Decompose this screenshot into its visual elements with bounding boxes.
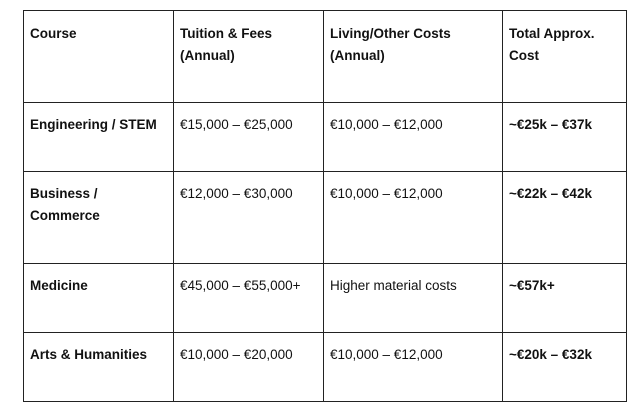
table-header-row (24, 11, 627, 103)
living-cell: €10,000 – €12,000 (324, 103, 503, 172)
header-tuition-fees: Tuition & Fees (Annual) (174, 11, 324, 103)
table-row (24, 264, 627, 333)
table-row (24, 103, 627, 172)
total-cell: ~€25k – €37k (503, 103, 627, 172)
living-cell: €10,000 – €12,000 (324, 333, 503, 402)
living-cell: Higher material costs (324, 264, 503, 333)
total-cell: ~€57k+ (503, 264, 627, 333)
tuition-cell: €15,000 – €25,000 (174, 103, 324, 172)
total-cell: ~€20k – €32k (503, 333, 627, 402)
tuition-cell: €12,000 – €30,000 (174, 172, 324, 264)
table-row (24, 333, 627, 402)
header-course: Course (24, 11, 174, 103)
table-row (24, 172, 627, 264)
course-cell: Business / Commerce (24, 172, 174, 264)
header-living-costs: Living/Other Costs (Annual) (324, 11, 503, 103)
course-cell: Medicine (24, 264, 174, 333)
total-cell: ~€22k – €42k (503, 172, 627, 264)
course-cell: Arts & Humanities (24, 333, 174, 402)
living-cell: €10,000 – €12,000 (324, 172, 503, 264)
header-total-cost: Total Approx. Cost (503, 11, 627, 103)
course-cell: Engineering / STEM (24, 103, 174, 172)
tuition-cell: €10,000 – €20,000 (174, 333, 324, 402)
tuition-cell: €45,000 – €55,000+ (174, 264, 324, 333)
course-cost-table (23, 10, 627, 402)
